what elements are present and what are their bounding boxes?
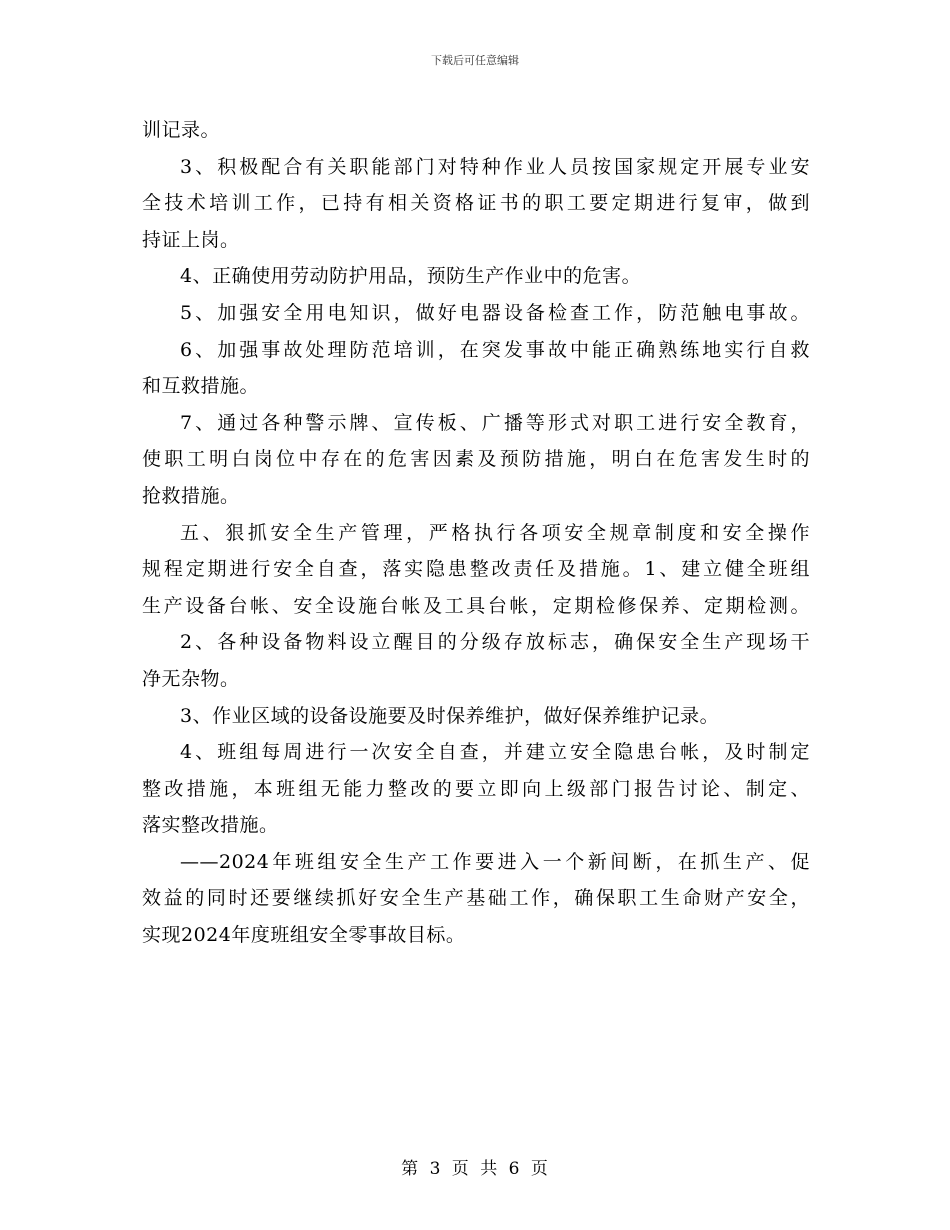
text-line: 和互救措施。 xyxy=(142,375,260,398)
text-line: 持证上岗。 xyxy=(142,228,240,251)
text-line: 4、正确使用劳动防护用品，预防生产作业中的危害。 xyxy=(180,265,642,288)
text-line: 4、班组每周进行一次安全自查，并建立安全隐患台帐，及时制定 xyxy=(180,741,810,764)
text-line: 效益的同时还要继续抓好安全生产基础工作，确保职工生命财产安全， xyxy=(142,887,810,910)
text-line: 3、积极配合有关职能部门对特种作业人员按国家规定开展专业安 xyxy=(180,155,810,178)
text-line: 生产设备台帐、安全设施台帐及工具台帐，定期检修保养、定期检测。 xyxy=(142,594,810,617)
text-line: 五、狠抓安全生产管理，严格执行各项安全规章制度和安全操作 xyxy=(180,521,810,544)
text-line: 落实整改措施。 xyxy=(142,814,279,837)
text-line: 3、作业区域的设备设施要及时保养维护，做好保养维护记录。 xyxy=(180,704,720,727)
text-line: 训记录。 xyxy=(142,119,221,141)
text-line: 抢救措施。 xyxy=(142,484,240,507)
page-footer: 第 3 页 共 6 页 xyxy=(401,1159,549,1179)
text-line: 规程定期进行安全自查，落实隐患整改责任及措施。1、建立健全班组 xyxy=(142,558,810,581)
text-line: 全技术培训工作，已持有相关资格证书的职工要定期进行复审，做到 xyxy=(142,192,810,215)
text-line: ——2024年班组安全生产工作要进入一个新间断，在抓生产、促 xyxy=(180,850,810,873)
text-line: 7、通过各种警示牌、宣传板、广播等形式对职工进行安全教育， xyxy=(180,411,810,434)
text-line: 2、各种设备物料设立醒目的分级存放标志，确保安全生产现场干 xyxy=(180,631,810,654)
text-line: 使职工明白岗位中存在的危害因素及预防措施，明白在危害发生时的 xyxy=(142,448,810,471)
text-line: 整改措施，本班组无能力整改的要立即向上级部门报告讨论、制定、 xyxy=(142,777,810,800)
page-header: 下载后可任意编辑 xyxy=(431,54,519,67)
text-line: 5、加强安全用电知识，做好电器设备检查工作，防范触电事故。 xyxy=(180,301,810,324)
document-body xyxy=(142,112,810,954)
text-line: 净无杂物。 xyxy=(142,667,240,690)
text-line: 实现2024年度班组安全零事故目标。 xyxy=(142,924,466,947)
text-line: 6、加强事故处理防范培训，在突发事故中能正确熟练地实行自救 xyxy=(180,338,810,361)
